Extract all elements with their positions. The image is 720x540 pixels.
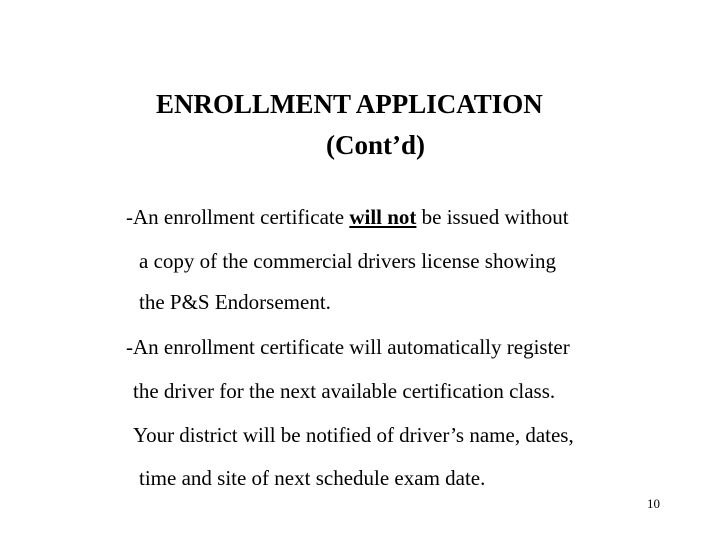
paragraph-1-line-1-start: -An enrollment certificate (126, 205, 350, 229)
page-number: 10 (647, 496, 660, 511)
paragraph-2-line-2: the driver for the next available certification class. (133, 379, 556, 403)
paragraph-2-line-4: time and site of next schedule exam date. (139, 466, 486, 490)
paragraph-1-line-3: the P&S Endorsement. (139, 290, 331, 314)
slide-title-line-1: ENROLLMENT APPLICATION (156, 89, 543, 119)
paragraph-1-line-1 (126, 207, 569, 228)
paragraph-2-line-1: -An enrollment certificate will automatically register (126, 335, 570, 359)
paragraph-1-line-1-end: be issued without (416, 205, 569, 229)
emphasis-will-not: will not (349, 205, 417, 229)
paragraph-1-line-2: a copy of the commercial drivers license showing (139, 249, 556, 273)
slide-title-line-2: (Cont’d) (326, 130, 425, 160)
paragraph-2-line-3: Your district will be notified of driver’s name, dates, (133, 423, 574, 447)
